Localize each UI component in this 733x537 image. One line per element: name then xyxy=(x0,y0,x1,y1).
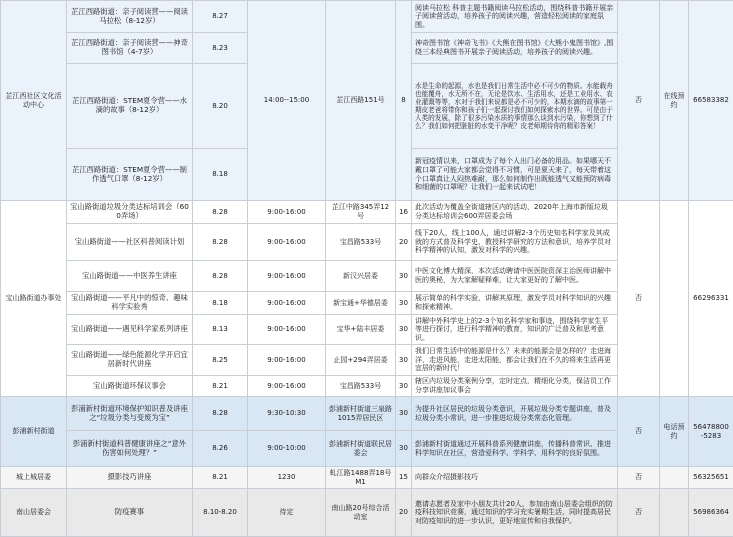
activity-date: 8.20 xyxy=(193,64,248,149)
activity-description: 讲解中外科学史上的2-3个知名科学家和事迹，围绕科学家生平等进行探讨，进行科学精神的教育，知识的广泛普及和思考意识。 xyxy=(412,315,618,345)
org-cell: 芷江西社区文化活动中心 xyxy=(1,1,67,201)
table-row xyxy=(1,489,733,537)
booking-required: 否 xyxy=(618,489,660,537)
activity-name: 芷江西路街道：STEM夏令营——制作透气口罩（8-12岁） xyxy=(67,149,193,201)
activity-description: 向群众介绍摄影技巧 xyxy=(412,467,618,489)
activity-time: 9:00-10:00 xyxy=(248,431,326,467)
activity-time: 待定 xyxy=(248,489,326,537)
org-cell: 彭浦新村街道 xyxy=(1,397,67,467)
activity-description: 神奇图书馆《神奇飞书》《大熊在图书馆》《大熊小鬼图书馆》,围绕三本经典图书开展亲子阅读活动，培养孩子的阅读兴趣。 xyxy=(412,33,618,64)
activity-date: 8.28 xyxy=(193,201,248,224)
activity-place: 宝昌路533号 xyxy=(326,376,396,397)
activity-capacity: 30 xyxy=(396,345,412,376)
activity-time: 9:00-16:00 xyxy=(248,315,326,345)
activity-name: 宝山路街道——社区科普阅读计划 xyxy=(67,224,193,261)
activity-capacity: 15 xyxy=(396,467,412,489)
booking-required: 否 xyxy=(618,397,660,467)
booking-method: 电话预约 xyxy=(660,397,689,467)
activity-description: 线下20人，线上100人，通过讲解2-3个历史知名科学家及其成就的方式普及科学史，教授科学研究的方法和意识，培养学员对科学精神的认知，激发对科学的兴趣。 xyxy=(412,224,618,261)
activity-date: 8.21 xyxy=(193,376,248,397)
activity-name: 宝山路街道——平凡中的惊奇、趣味科学实验秀 xyxy=(67,292,193,315)
activity-date: 8.25 xyxy=(193,345,248,376)
activity-date: 8.28 xyxy=(193,261,248,292)
activity-time: 1230 xyxy=(248,467,326,489)
contact-phone: 56325651 xyxy=(689,467,733,489)
activity-date: 8.21 xyxy=(193,467,248,489)
activity-place: 宝华+陆丰居委 xyxy=(326,315,396,345)
activity-name: 摄影技巧讲座 xyxy=(67,467,193,489)
table-row xyxy=(1,1,733,33)
activity-place: 新汉兴居委 xyxy=(326,261,396,292)
table-row xyxy=(1,201,733,224)
activity-name: 防疫赛事 xyxy=(67,489,193,537)
activity-capacity: 8 xyxy=(396,1,412,201)
activity-description: 此次活动为覆盖全街道辖区内的活动，2020年上海市新版垃圾分类达标培训会600弄居委会场 xyxy=(412,201,618,224)
activity-date: 8.28 xyxy=(193,224,248,261)
activity-place: 芷江西路151号 xyxy=(326,1,396,201)
activity-name: 芷江西路街道：亲子阅读营——神奇图书馆（4-7岁） xyxy=(67,33,193,64)
activity-capacity: 20 xyxy=(396,489,412,537)
activity-capacity: 16 xyxy=(396,201,412,224)
activity-description: 为提升社区居民的垃圾分类意识，开展垃圾分类专题讲座，普及垃圾分类小常识，进一步推进垃圾分类常态化管理。 xyxy=(412,397,618,431)
activity-time: 9:00-16:00 xyxy=(248,201,326,224)
activity-time: 9:00-16:00 xyxy=(248,261,326,292)
activity-place: 宝昌路533号 xyxy=(326,224,396,261)
activity-name: 宝山路街道垃圾分类达标培训会（600弄场） xyxy=(67,201,193,224)
org-cell: 南山居委会 xyxy=(1,489,67,537)
activity-description: 邀请志愿者及家中小朋友共计20人，参加由南山居委会组织的防疫科技知识竞赛，通过知识的学习充实暑期生活，同时提高居民对防疫知识的进一步认识，更好地宣传和自我保护。 xyxy=(412,489,618,537)
activity-place: 虬江路1488弄18号M1 xyxy=(326,467,396,489)
activity-time: 9:00-16:00 xyxy=(248,224,326,261)
activity-description: 水是生命的起源，水也是我们日常生活中必不可少的物质。水能载舟也能覆舟，水无所不在，无论是饮水、生活用水，还是工业用水、农业灌溉等等，水对于我们来说都是必不可少的，本期水滴的故事第一期皮老爸将带你和孩子们一起探讨我们如何探索水的世界。可是由于人类的发展，除了很多污染水质的事情那么谈到水污染，你想到了什么？我们如何把脏脏的水变干净呢？皮老师期待你的精彩答案！ xyxy=(412,64,618,149)
activity-place: 止园+294弄居委 xyxy=(326,345,396,376)
activity-place: 新宝通+华德居委 xyxy=(326,292,396,315)
booking-method xyxy=(660,201,689,397)
activity-place: 彭浦新村街道联民居委会 xyxy=(326,431,396,467)
activity-name: 宝山路街道——遇见科学家系列讲座 xyxy=(67,315,193,345)
activity-capacity: 30 xyxy=(396,315,412,345)
activity-date: 8.13 xyxy=(193,315,248,345)
activity-capacity: 30 xyxy=(396,397,412,431)
org-cell: 宝山路街道办事处 xyxy=(1,201,67,397)
activity-time: 9:00-16:00 xyxy=(248,345,326,376)
contact-phone: 56986364 xyxy=(689,489,733,537)
activity-description: 展示简单的科学实验，讲解其原理，激发学员对科学知识的兴趣和探索精神。 xyxy=(412,292,618,315)
contact-phone: 56478800-5283 xyxy=(689,397,733,467)
activity-description: 阅读马拉松 科普主题书籍阅读马拉松活动，围绕科普书籍开展亲子阅读营活动，培养孩子的阅读兴趣，营造轻松阅读的家庭氛围。 xyxy=(412,1,618,33)
activity-place: 彭浦新村街道三泉路1015弄居民区 xyxy=(326,397,396,431)
booking-method xyxy=(660,489,689,537)
activity-time: 14:00--15:00 xyxy=(248,1,326,201)
activity-name: 宝山路街道——绿色能源化学开启宜居新时代讲座 xyxy=(67,345,193,376)
activity-capacity: 30 xyxy=(396,376,412,397)
activity-description: 辖区内垃圾分类案例分享，定时定点，精细化分类，保洁员工作分享讲座加议事会 xyxy=(412,376,618,397)
activity-name: 宝山路街道环保议事会 xyxy=(67,376,193,397)
activity-date: 8.27 xyxy=(193,1,248,33)
activity-name: 芷江西路街道：亲子阅读营——阅读马拉松（8-12岁） xyxy=(67,1,193,33)
activity-time: 9:30-10:30 xyxy=(248,397,326,431)
contact-phone: 66296331 xyxy=(689,201,733,397)
activity-description: 我们日常生活中的能源是什么？未来的能源会是怎样的？走进海洋，走进风能，走进太阳能，都会让我们在不久的将来生活再更宜居的新时代！ xyxy=(412,345,618,376)
contact-phone: 66583382 xyxy=(689,1,733,201)
activity-description: 新冠疫情以来，口罩成为了每个人出门必备的用品。如果哪天不戴口罩了可能大家都会觉得不习惯，可是夏天来了，每天带着这个口罩真让人闷热难耐，那么如何制作出既能透气又能预防病毒和细菌的口罩呢？让我们一起来试试吧！ xyxy=(412,149,618,201)
table-row xyxy=(1,467,733,489)
activity-description: 中医文化博大精深，本次活动聘请中医医院资深主治医师讲解中医的奥秘，为大家解疑释难，让大家更好的了解中医。 xyxy=(412,261,618,292)
table-row xyxy=(1,397,733,431)
activity-name: 彭浦新村街道环境保护知识普及讲座 之“垃圾分类与变废为宝” xyxy=(67,397,193,431)
booking-required: 否 xyxy=(618,467,660,489)
activity-time: 9:00-16:00 xyxy=(248,292,326,315)
activity-date: 8.28 xyxy=(193,397,248,431)
activity-date: 8.18 xyxy=(193,292,248,315)
activity-date: 8.10-8.20 xyxy=(193,489,248,537)
org-cell: 城上城居委 xyxy=(1,467,67,489)
activity-date: 8.18 xyxy=(193,149,248,201)
booking-method xyxy=(660,467,689,489)
activity-description: 彭浦新村街道通过开展科普系列健康讲座，传播科普常识、推进科学知识在社区，营造爱科学、学科学、用科学的良好氛围。 xyxy=(412,431,618,467)
booking-required: 否 xyxy=(618,1,660,201)
activity-capacity: 30 xyxy=(396,431,412,467)
activity-capacity: 20 xyxy=(396,224,412,261)
activity-time: 9:00-16:00 xyxy=(248,376,326,397)
booking-required: 否 xyxy=(618,201,660,397)
activity-date: 8.23 xyxy=(193,33,248,64)
activity-capacity: 30 xyxy=(396,261,412,292)
activity-capacity: 30 xyxy=(396,292,412,315)
activity-name: 宝山路街道——中医养生讲座 xyxy=(67,261,193,292)
activity-place: 芷江中路345弄12号 xyxy=(326,201,396,224)
activity-name: 芷江西路街道：STEM夏令营——水滴的故事（8-12岁） xyxy=(67,64,193,149)
activity-date: 8.26 xyxy=(193,431,248,467)
activity-place: 南山路20号综合活动室 xyxy=(326,489,396,537)
activity-name: 彭浦新村街道科普健康讲座之“意外伤害如何处理？” xyxy=(67,431,193,467)
booking-method: 在线预约 xyxy=(660,1,689,201)
